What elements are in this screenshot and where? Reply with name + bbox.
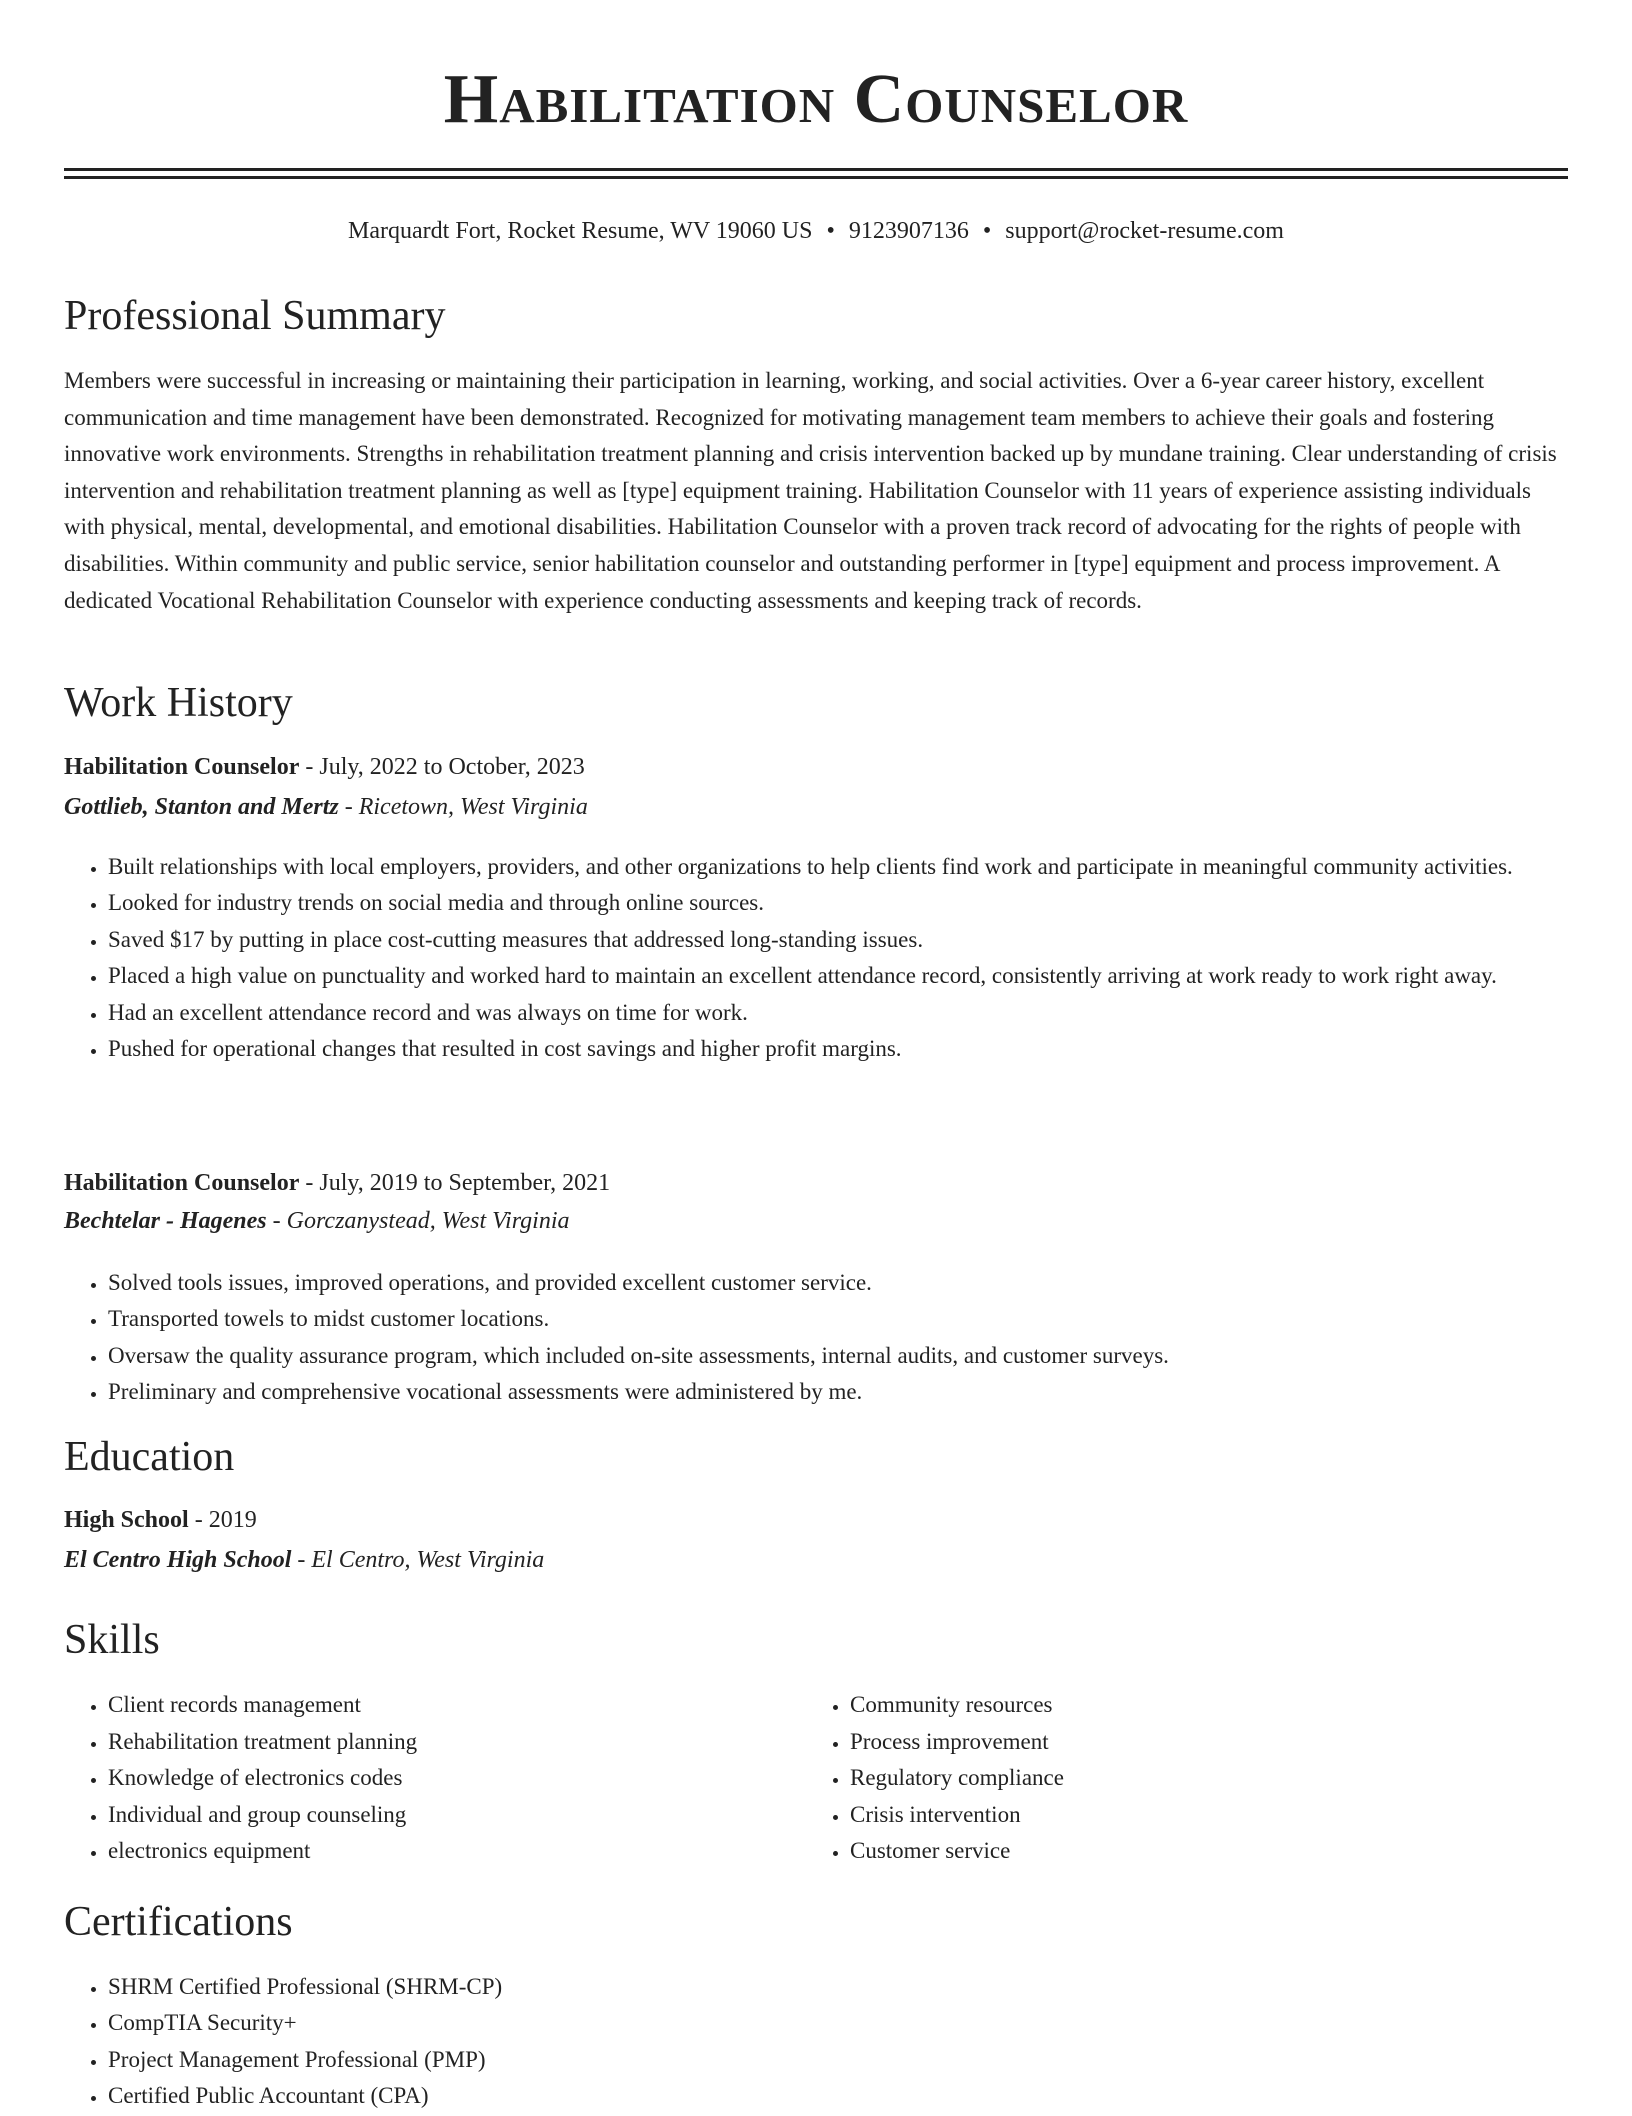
education-degree: High School (64, 1507, 189, 1533)
contact-line (64, 214, 1568, 248)
skills-list-right (806, 1687, 1506, 1870)
contact-separator: • (826, 218, 835, 244)
education-school: El Centro High School (64, 1547, 292, 1573)
skill-item: • electronics equipment (108, 1833, 764, 1870)
candidate-name: Habilitation Counselor (443, 61, 1189, 138)
header-divider-bottom (64, 176, 1568, 179)
list-item: • Transported towels to midst customer locations. (108, 1301, 1568, 1337)
work-history-heading: Work History (64, 680, 293, 726)
skills-list-left (64, 1687, 764, 1870)
skill-item: • Community resources (850, 1687, 1506, 1724)
job-dates: - July, 2022 to October, 2023 (299, 754, 585, 780)
job-company: Gottlieb, Stanton and Mertz (64, 794, 339, 820)
summary-heading: Professional Summary (64, 293, 446, 339)
list-item: • Preliminary and comprehensive vocational assessments were administered by me. (108, 1374, 1568, 1410)
certifications-heading: Certifications (64, 1899, 293, 1945)
job-title: Habilitation Counselor (64, 1170, 300, 1196)
certification-item: • Project Management Professional (PMP) (108, 2042, 1568, 2078)
job-title: Habilitation Counselor (64, 754, 300, 780)
skills-heading: Skills (64, 1617, 160, 1663)
certifications-list (64, 1969, 1568, 2115)
certification-item: • CompTIA Security+ (108, 2005, 1568, 2041)
skill-item: • Regulatory compliance (850, 1760, 1506, 1797)
job-company-line (64, 1204, 570, 1238)
resume-page (64, 0, 1568, 2109)
job-dates: - July, 2019 to September, 2021 (299, 1170, 611, 1196)
header-divider-top (64, 168, 1568, 171)
list-item: • Had an excellent attendance record and was always on time for work. (108, 995, 1568, 1031)
education-location: - El Centro, West Virginia (291, 1547, 545, 1573)
job-location: - Gorczanystead, West Virginia (266, 1208, 570, 1234)
list-item: • Solved tools issues, improved operations, and provided excellent customer service. (108, 1265, 1568, 1301)
list-item: • Placed a high value on punctuality and worked hard to maintain an excellent attendance record, consistently arriving at work ready to work right away. (108, 958, 1568, 994)
skill-item: • Knowledge of electronics codes (108, 1760, 764, 1797)
job-bullets (64, 849, 1568, 1067)
skill-item: • Rehabilitation treatment planning (108, 1724, 764, 1761)
list-item: • Saved $17 by putting in place cost-cutting measures that addressed long-standing issues. (108, 922, 1568, 958)
job-location: - Ricetown, West Virginia (338, 794, 588, 820)
list-item: • Looked for industry trends on social media and through online sources. (108, 885, 1568, 921)
skill-item: • Individual and group counseling (108, 1797, 764, 1834)
list-item: • Built relationships with local employers, providers, and other organizations to help clients find work and participate in meaningful community activities. (108, 849, 1568, 885)
contact-phone: 9123907136 (848, 218, 969, 244)
list-item: • Pushed for operational changes that resulted in cost savings and higher profit margins. (108, 1031, 1568, 1067)
job-title-line (64, 1166, 610, 1200)
job-title-line (64, 750, 585, 784)
contact-separator: • (982, 218, 992, 244)
job-company-line (64, 790, 588, 824)
skill-item: • Crisis intervention (850, 1797, 1506, 1834)
education-heading: Education (64, 1434, 235, 1480)
list-item: • Oversaw the quality assurance program, which included on-site assessments, internal audits, and customer surveys. (108, 1338, 1568, 1374)
skill-item: • Process improvement (850, 1724, 1506, 1761)
skill-item: • Customer service (850, 1833, 1506, 1870)
contact-address: Marquardt Fort, Rocket Resume, WV 19060 US (348, 218, 813, 244)
skill-item: • Client records management (108, 1687, 764, 1724)
job-company: Bechtelar - Hagenes (64, 1208, 267, 1234)
education-school-line (64, 1543, 544, 1577)
summary-text: Members were successful in increasing or maintaining their participation in learning, working, and social activities. Over a 6-year career history, excellent communication and time management have been demonstrated. Recognized for motivating management team members to achieve their goals and fostering innovative work environments. Strengths in rehabilitation treatment planning and crisis intervention backed up by mundane training. Clear understanding of crisis intervention and rehabilitation treatment planning as well as [type] equipment training. Habilitation Counselor with 11 years of experience assisting individuals with physical, mental, developmental, and emotional disabilities. Habilitation Counselor with a proven track record of advocating for the rights of people with disabilities. Within community and public service, senior habilitation counselor and outstanding performer in [type] equipment and process improvement. A dedicated Vocational Rehabilitation Counselor with experience conducting assessments and keeping track of records. (64, 368, 1557, 613)
job-bullets (64, 1265, 1568, 1411)
certification-item: • SHRM Certified Professional (SHRM-CP) (108, 1969, 1568, 2005)
contact-email: support@rocket-resume.com (1005, 218, 1284, 244)
education-year: - 2019 (188, 1507, 257, 1533)
certification-item: • Certified Public Accountant (CPA) (108, 2078, 1568, 2114)
education-degree-line (64, 1503, 257, 1537)
